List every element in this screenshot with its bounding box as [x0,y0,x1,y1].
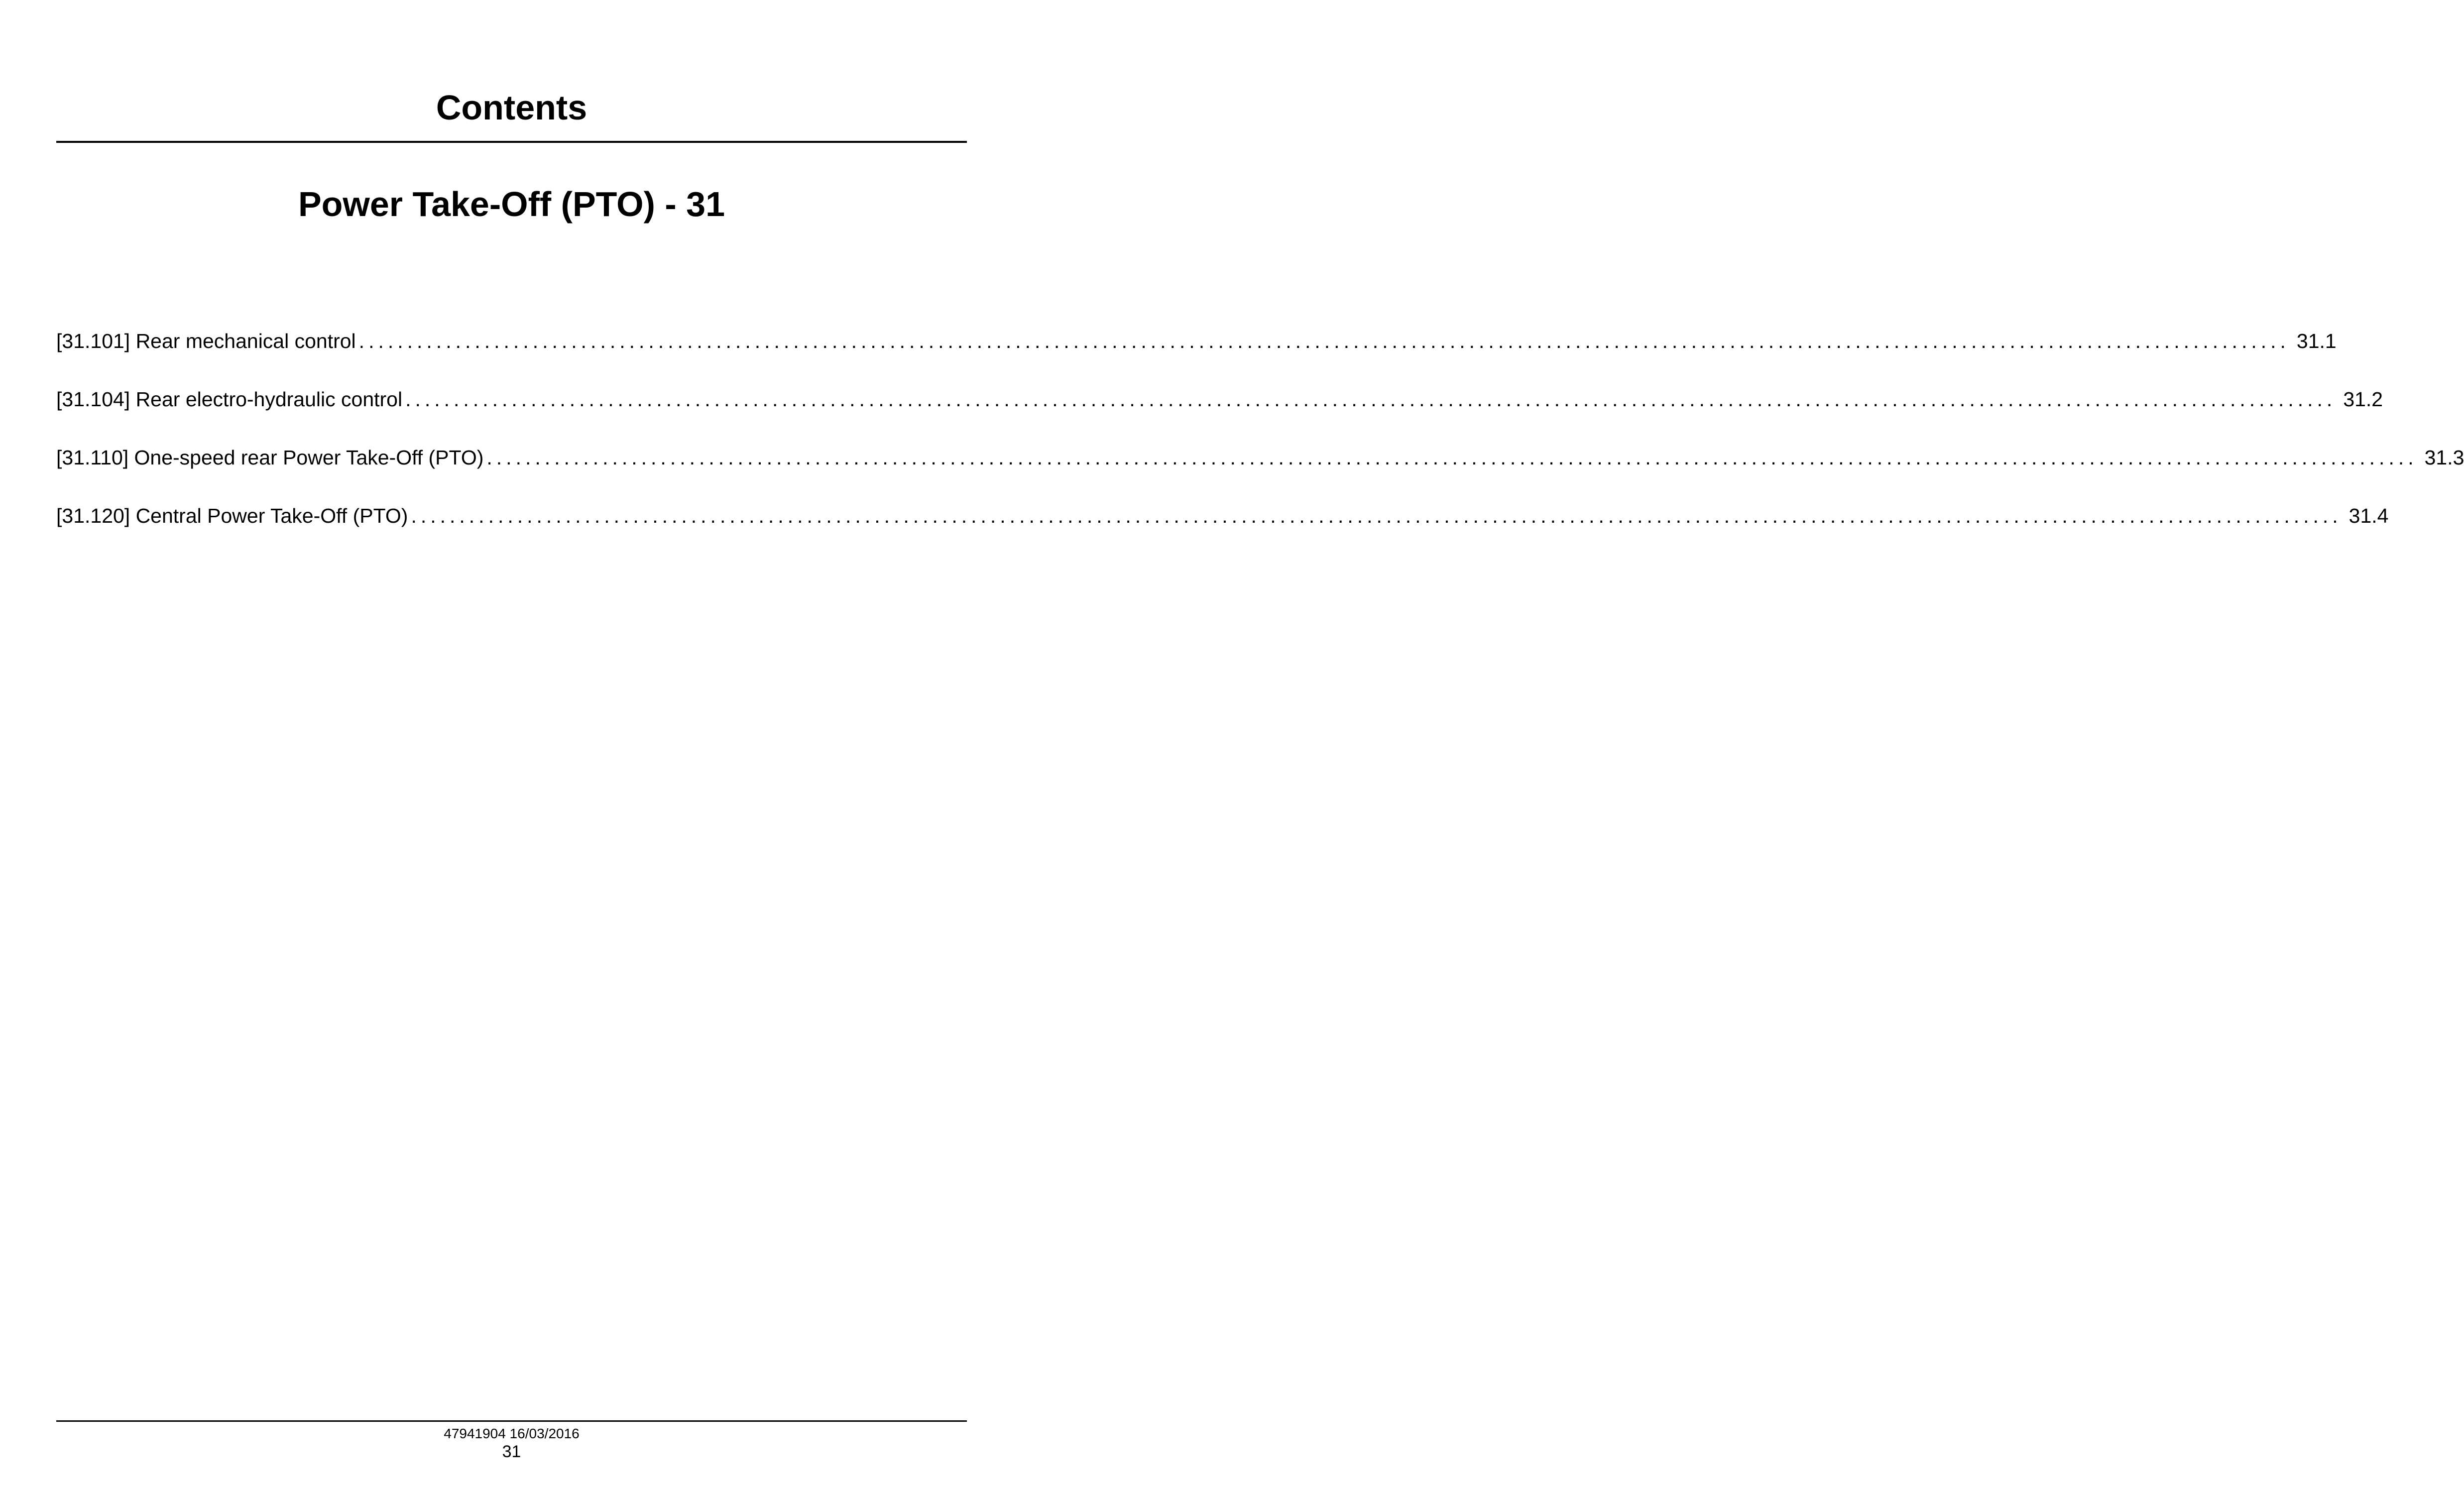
footer-document-id: 47941904 16/03/2016 [444,1426,580,1441]
footer-page-number: 31 [502,1442,521,1461]
toc-entry-label: [31.104] Rear electro-hydraulic control [56,388,403,411]
toc-entry-label: [31.120] Central Power Take-Off (PTO) [56,504,408,527]
toc-dot-leader: ........................................................................................................................................................................................................ [486,446,2418,469]
toc-entry-page: 31.2 [2343,388,2383,411]
toc-entry-page: 31.4 [2348,504,2389,527]
toc-entry[interactable] [56,384,2383,443]
toc-dot-leader: ........................................................................................................................................................................................................ [358,330,2290,352]
top-divider [56,141,967,143]
toc-entry-page: 31.3 [2424,446,2464,469]
page-heading: Contents [436,88,587,127]
toc-entry[interactable] [56,443,2464,501]
toc-entry[interactable] [56,501,2389,559]
toc-entry[interactable] [56,326,2337,384]
toc-dot-leader: ........................................................................................................................................................................................................ [405,388,2337,411]
section-title: Power Take-Off (PTO) - 31 [298,185,725,224]
bottom-divider [56,1420,967,1422]
toc-entry-page: 31.1 [2296,330,2337,352]
toc-entry-label: [31.101] Rear mechanical control [56,330,356,352]
toc-dot-leader: ........................................................................................................................................................................................................ [411,504,2342,527]
toc-entry-label: [31.110] One-speed rear Power Take-Off (PTO) [56,446,484,469]
table-of-contents [56,326,2464,559]
